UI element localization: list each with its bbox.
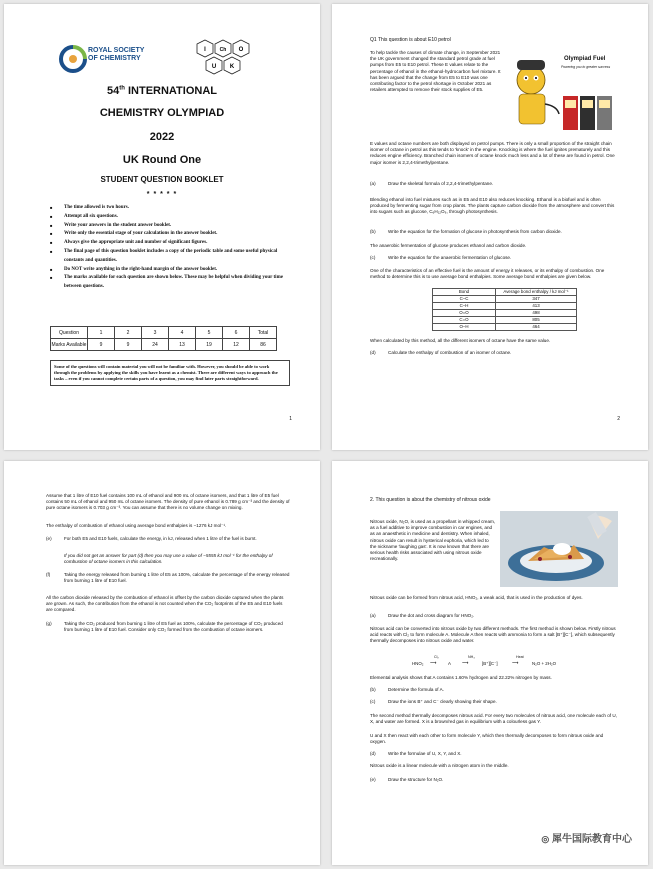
bond-cell: C–C <box>433 296 496 303</box>
paragraph: Nitrous oxide can be formed from nitrous acid, HNO₂, a weak acid, that is used in the production of dyes. <box>370 595 583 600</box>
part-label: (b) <box>370 229 376 234</box>
paragraph: One of the characteristics of an effective fuel is the amount of energy it releases, or its enthalpy of combustion. One method to determine this is to use average bond enthalpies. Some average bond enthalpies are given below. <box>370 268 605 280</box>
bond-cell: O–H <box>433 324 496 331</box>
question-part-g <box>46 621 290 633</box>
marks-cell: 6 <box>223 327 250 339</box>
rule-item: ■ The time allowed is two hours. <box>50 204 290 213</box>
part-text: Draw the dot and cross diagram for HNO₂. <box>388 613 475 618</box>
marks-cell: 86 <box>250 339 277 351</box>
paragraph: The anaerobic fermentation of glucose produces ethanol and carbon dioxide. <box>370 243 527 248</box>
hex-letter-2: Ch <box>219 47 227 53</box>
hint-note: If you did not get an answer for part (d) then you may use a value of −5555 kJ mol⁻¹ for the enthalpy of combustion of octane isomers in this calculation. <box>64 553 273 565</box>
wechat-icon: ◎ <box>541 834 550 844</box>
part-label: (d) <box>370 751 376 756</box>
rule-item: ■ The marks available for each question are shown below. These may be helpful when dividing your time between questions. <box>50 274 290 292</box>
marks-cell: 4 <box>169 327 196 339</box>
marks-cell: 3 <box>142 327 169 339</box>
paragraph: The enthalpy of combustion of ethanol using average bond enthalpies is −1276 kJ mol⁻¹. <box>46 523 227 528</box>
marks-header-row <box>51 327 277 339</box>
rule-item: ■ Do NOT write anything in the right-hand margin of the answer booklet. <box>50 266 290 275</box>
paragraph: Nitrous acid can be converted into nitrous oxide by two different methods. The first method is shown below. Firstly nitrous acid reacts with Cl₂ to form molecule A. Molecule A then reacts with ammonia to form a salt [B⁺][C⁻], which subsequently thermally decomposes into nitrous oxide and water. <box>370 626 616 644</box>
paragraph: Nitrous oxide is a linear molecule with a nitrogen atom in the middle. <box>370 763 509 768</box>
marks-cell: 9 <box>88 339 115 351</box>
rule-item: ■ Attempt all six questions. <box>50 213 290 222</box>
watermark-text: 犀牛国际教育中心 <box>552 834 632 845</box>
part-text: Draw the ions B⁺ and C⁻ clearly showing their shape. <box>388 699 497 704</box>
part-text: Taking the CO₂ produced from burning 1 litre of E5 fuel as 100%, calculate the percentage of CO₂ produced from burning 1 litre of E10 fuel. Consider only CO₂ formed from the combustion of octane isomers. <box>64 621 283 633</box>
marks-cell: 5 <box>196 327 223 339</box>
page-number: 1 <box>289 416 292 422</box>
icho-uk-hexagon-logo <box>194 38 260 78</box>
page-2-question-1 <box>332 4 648 450</box>
question-part-a <box>370 181 618 187</box>
marks-cell: Total <box>250 327 277 339</box>
reaction-start: HNO₂ <box>412 661 424 666</box>
question-part-c <box>370 699 618 705</box>
part-text: Determine the formula of A. <box>388 687 444 692</box>
bond-enthalpy-table <box>432 288 577 331</box>
question-part-f <box>46 572 290 584</box>
part-text: Calculate the enthalpy of combustion of an isomer of octane. <box>388 350 512 355</box>
bond-row <box>433 303 577 310</box>
hex-letter-1: I <box>204 47 206 53</box>
poster-title: Olympiad Fuel <box>564 56 606 62</box>
part-text: Draw the skeletal formula of 2,2,4-trimethylpentane. <box>388 181 494 186</box>
part-label: (b) <box>370 687 376 692</box>
marks-cell: 19 <box>196 339 223 351</box>
bond-row <box>433 324 577 331</box>
paragraph: All the carbon dioxide released by the combustion of ethanol is offset by the carbon dioxide captured when the plants are grown. As such, the contribution from the ethanol is not counted when the CO₂ footprints of the E5 and E10 fuels are compared. <box>46 595 284 613</box>
reaction-intermediate: A <box>448 661 451 666</box>
title-year: 2022 <box>149 131 175 143</box>
hex-letter-5: K <box>229 64 235 70</box>
paragraph: The second method thermally decomposes nitrous acid. For every two molecules of nitrous acid, one molecule each of U, X, and water are formed. X is a brown/red gas in equilibrium with a colourless gas Y. <box>370 713 617 725</box>
bond-cell: O=O <box>433 310 496 317</box>
question-part-e <box>370 777 618 783</box>
part-label: (f) <box>46 572 51 577</box>
reaction-scheme <box>412 655 602 669</box>
part-label: (e) <box>46 536 52 541</box>
part-label: (a) <box>370 181 376 186</box>
question-part-e <box>46 536 290 542</box>
bond-row <box>433 296 577 303</box>
part-text: Draw the structure for N₂O. <box>388 777 444 782</box>
bond-cell: 347 <box>496 296 577 303</box>
bond-row <box>433 310 577 317</box>
bond-row <box>433 317 577 324</box>
part-text: Taking the energy released from burning 1 litre of E5 as 100%, calculate the percentage of the energy released from burning 1 litre of E10 fuel. <box>64 572 290 584</box>
rsc-logo-icon <box>58 44 88 74</box>
rule-item: ■ Write your answers in the student answer booklet. <box>50 222 290 231</box>
marks-cell: 13 <box>169 339 196 351</box>
question-heading: Q1 This question is about E10 petrol <box>370 37 451 43</box>
part-label: (a) <box>370 613 376 618</box>
question-part-b <box>370 687 618 693</box>
page-4-question-2 <box>332 461 648 865</box>
notice-box: Some of the questions will contain material you will not be familiar with. However, you should be able to work through the problems by applying the skills you have learnt as a chemist. There are different ways to approach the tasks – even if you cannot complete certain parts of a question, you may find later parts straightforward. <box>50 360 290 386</box>
hex-letter-4: U <box>211 64 217 70</box>
marks-cell: 9 <box>115 339 142 351</box>
question-heading: 2. This question is about the chemistry of nitrous oxide <box>370 497 491 503</box>
arrow-right-icon: ⟶ <box>512 660 519 665</box>
question-part-b <box>370 229 618 235</box>
marks-value-row <box>51 339 277 351</box>
part-label: (d) <box>370 350 376 355</box>
bond-cell: Bond <box>433 289 496 296</box>
watermark <box>541 830 632 845</box>
poster-subtitle: Powering you to greater success <box>561 65 611 69</box>
whipped-cream-dessert-image <box>500 511 618 587</box>
arrow-right-icon: ⟶ <box>462 660 469 665</box>
title-international <box>4 85 320 97</box>
question-part-a <box>370 613 618 619</box>
bond-cell: 805 <box>496 317 577 324</box>
page-1-cover <box>4 4 320 450</box>
bond-cell: 464 <box>496 324 577 331</box>
reaction-salt: [B⁺][C⁻] <box>482 661 498 666</box>
bond-cell: C=O <box>433 317 496 324</box>
reaction-arrow-label: Cl₂ <box>434 655 439 659</box>
part-text: Write the equation for the anaerobic fermentation of glucose. <box>388 255 512 260</box>
paragraph: U and X then react with each other to form molecule Y, which then thermally decomposes to form nitrous oxide and oxygen. <box>370 733 604 745</box>
marks-table <box>50 326 277 351</box>
marks-cell: Question <box>51 327 88 339</box>
part-label: (e) <box>370 777 376 782</box>
rsc-logo-text: ROYAL SOCIETY OF CHEMISTRY <box>88 47 145 62</box>
part-text: For both E5 and E10 fuels, calculate the energy, in kJ, released when 1 litre of the fuel is burnt. <box>64 536 257 541</box>
marks-cell: Marks Available <box>51 339 88 351</box>
title-international-text: INTERNATIONAL <box>124 85 217 97</box>
part-text: Write the equation for the formation of glucose in photosynthesis from carbon dioxide. <box>388 229 562 234</box>
bond-header-row <box>433 289 577 296</box>
marks-cell: 1 <box>88 327 115 339</box>
page-number: 2 <box>617 416 620 422</box>
paragraph: Assume that 1 litre of E10 fuel contains 100 mL of ethanol and 900 mL of octane isomers, and that 1 litre of E5 fuel contains 50 mL of ethanol and 950 mL of octane isomers. The density of pure ethanol is 0.789 g cm⁻³ and the density of pure octane isomers is 0.703 g cm⁻³. You can assume that there is no volume change on mixing. <box>46 493 290 511</box>
bond-cell: Average bond enthalpy / kJ mol⁻¹ <box>496 289 577 296</box>
bond-cell: C–H <box>433 303 496 310</box>
title-booklet: STUDENT QUESTION BOOKLET <box>100 175 224 184</box>
paragraph: When calculated by this method, all the different isomers of octane have the same value. <box>370 338 551 343</box>
part-label: (c) <box>370 699 376 704</box>
rule-item: ■ The final page of this question booklet includes a copy of the periodic table and some useful physical constants and quantities. <box>50 248 290 266</box>
intro-paragraph: To help tackle the causes of climate change, in September 2021 the UK government changed the standard petrol grade at fuel pumps from E5 to E10 petrol. These E values relate to the percentage of ethanol in the ethanol-hydrocarbon fuel mixture. It has been argued that the change from E5 to E10 was one contributing factor to the petrol shortage in October 2021 as retailers attempted to remove their stock supplies of E5. <box>370 50 501 93</box>
bond-cell: 413 <box>496 303 577 310</box>
part-label: (c) <box>370 255 376 260</box>
olympiad-suffix: th <box>119 85 125 92</box>
question-part-c <box>370 255 618 261</box>
question-part-d <box>370 350 618 356</box>
page-3-question-1-continued <box>4 461 320 865</box>
title-olympiad: CHEMISTRY OLYMPIAD <box>99 107 225 119</box>
arrow-right-icon: ⟶ <box>430 660 437 665</box>
exam-rules-list <box>50 204 290 292</box>
paragraph: E values and octane numbers are both displayed on petrol pumps. There is only a small proportion of the straight chain isomer of octane in petrol as this tends to 'knock' in the engine. Knocking is where the fuel ignites prematurely and this reduces engine efficiency. Branched chain isomers of octane knock much less and a lot of these are found in petrol. One major isomer is 2,2,4-trimethylpentane. <box>370 141 615 165</box>
part-text: Write the formulae of U, X, Y, and X. <box>388 751 462 756</box>
reaction-product: N₂O + 2H₂O <box>532 661 557 666</box>
title-stars: * * * * * <box>146 191 178 198</box>
part-label: (g) <box>46 621 52 626</box>
intro-paragraph: Nitrous oxide, N₂O, is used as a propellant in whipped cream, as a fuel additive to improve combustion in car engines, and as an anaesthetic in medicine and dentistry. When inhaled, nitrous oxide can result in hysterical euphoria, which led to the nickname 'laughing gas'. It is now known that there are serious health risks associated with using nitrous oxide recreationally. <box>370 519 496 562</box>
hex-letter-3: O <box>238 47 244 53</box>
question-part-d <box>370 751 618 757</box>
rule-item: ■ Write only the essential stage of your calculations in the answer booklet. <box>50 230 290 239</box>
title-round: UK Round One <box>122 154 202 166</box>
rule-item: ■ Always give the appropriate unit and number of significant figures. <box>50 239 290 248</box>
fuel-pump-cartoon-icon <box>507 50 619 136</box>
reaction-arrow-label: NH₃ <box>468 655 475 659</box>
marks-cell: 12 <box>223 339 250 351</box>
marks-cell: 2 <box>115 327 142 339</box>
bond-cell: 498 <box>496 310 577 317</box>
olympiad-number: 54 <box>107 85 120 97</box>
paragraph: Blending ethanol into fuel mixtures such as in E5 and E10 also reduces knocking. Ethanol is a biofuel and is often produced by fermenting sugar from crop plants. The plants capture carbon dioxide from the atmosphere and convert this into sugars such as glucose, C₆H₁₂O₆, through photosynthesis. <box>370 197 615 215</box>
paragraph: Elemental analysis shows that A contains 1.60% hydrogen and 22.22% nitrogen by mass. <box>370 675 552 680</box>
reaction-arrow-label: Heat <box>516 655 524 659</box>
marks-cell: 24 <box>142 339 169 351</box>
